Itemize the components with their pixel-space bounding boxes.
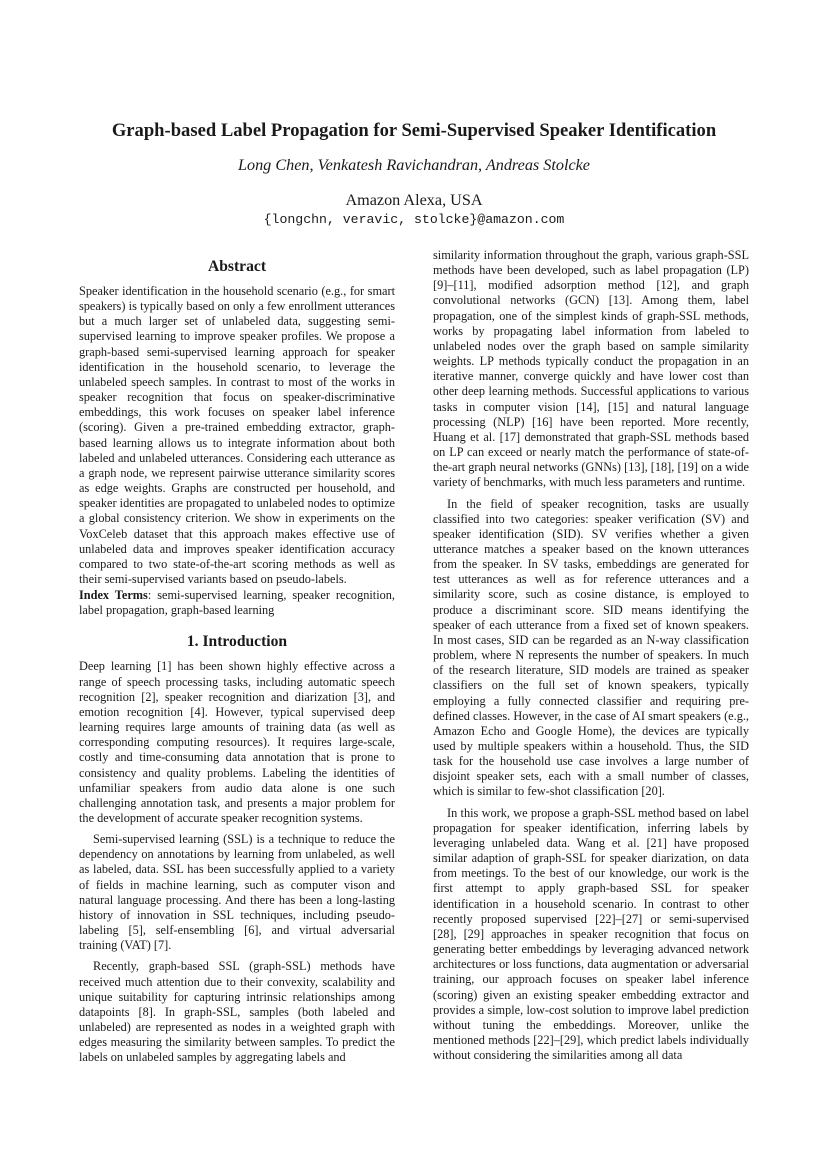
intro-paragraph-4: similarity information throughout the graph, various graph-SSL methods have been developed, such as label propagation (LP) [9]–[11], modified adsorption method [12], and graph convolutional networks (GCN) [13]. Among them, label propagation, one of the simplest kinds of graph-SSL methods, works by propagating label information from labeled to unlabeled nodes over the graph based on sample similarity weights. LP methods typically conduct the propagation in an iterative manner, converge quickly and have lower cost than other deep learning methods. Successful applications to various tasks in computer vision [14], [15] and natural language processing (NLP) [16] have been reported. More recently, Huang et al. [17] demonstrated that graph-SSL methods based on LP can exceed or nearly match the performance of state-of-the-art graph neural networks (GNNs) [13], [18], [19] on a wide variety of benchmarks, with much less parameters and runtime.: [433, 248, 749, 490]
intro-paragraph-3: Recently, graph-based SSL (graph-SSL) methods have received much attention due to their convexity, scalability and unique suitability for capturing intrinsic relationships among datapoints [8]. In graph-SSL, samples (both labeled and unlabeled) are represented as nodes in a weighted graph with edges measuring the similarity between samples. To predict the labels on unlabeled samples by aggregating labels and: [79, 959, 395, 1065]
intro-paragraph-5: In the field of speaker recognition, tasks are usually classified into two categories: speaker verification (SV) and speaker identification (SID). SV verifies whether a given utterance matches a speaker based on the known utterances from the speaker. In SV tasks, embeddings are generated for test utterances as well as for reference utterances and a similarity score, such as cosine distance, is employed to produce a discriminant score. SID means identifying the speaker of each utterance from a fixed set of known speakers. In most cases, SID can be regarded as an N-way classification problem, where N represents the number of speakers. In much of the research literature, SID models are trained as speaker classifiers on the full set of known speakers, typically employing a fully connected classifier and requiring pre-defined classes. However, in the case of AI smart speakers (e.g., Amazon Echo and Google Home), the devices are typically used by multiple speakers within a household. Thus, the SID task for the household use case involves a large number of disjoint speaker sets, each with a small number of classes, which is similar to few-shot classification [20].: [433, 496, 749, 799]
author-emails: {longchn, veravic, stolcke}@amazon.com: [263, 212, 565, 227]
index-terms-label: Index Terms: [79, 588, 148, 603]
right-column: [433, 248, 749, 1063]
abstract-text: Speaker identification in the household scenario (e.g., for smart speakers) is typically based on only a few enrollment utterances but a much larger set of unlabeled data, suggesting semi-supervised learning to improve speaker profiles. We propose a graph-based semi-supervised learning approach for speaker identification in the household scenario, to leverage the unlabeled speech samples. In contrast to most of the works in speaker recognition that focus on speaker-discriminative embeddings, this work focuses on speaker label inference (scoring). Given a pre-trained embedding extractor, graph-based learning allows us to integrate information about both labeled and unlabeled utterances. Considering each utterance as a graph node, we represent pairwise utterance similarity scores as edge weights. Graphs are constructed per household, and speaker identities are propagated to unlabeled nodes to optimize a global consistency criterion. We show in experiments on the VoxCeleb dataset that this approach makes effective use of unlabeled data and improves speaker identification accuracy compared to two state-of-the-art scoring methods as well as their semi-supervised variants based on pseudo-labels.: [79, 284, 395, 586]
intro-paragraph-6: In this work, we propose a graph-SSL method based on label propagation for speaker identification, inferring labels by leveraging unlabeled data. Wang et al. [21] have proposed similar adaption of graph-SSL for speaker diarization, on data from meetings. To the best of our knowledge, our work is the first attempt to apply graph-based SSL for speaker identification in a household scenario. In contrast to other recently proposed supervised [22]–[27] or semi-supervised [28], [29] approaches in speaker recognition that focus on generating better embeddings by leveraging advanced network architectures or loss functions, data augmentation or adversarial training, our approach focuses on speaker label inference (scoring) given an existing speaker embedding extractor and provides a simple, low-cost solution to improve label prediction without tuning the embeddings. Moreover, unlike the mentioned methods [22]–[29], which predict labels individually without considering the similarities among all data: [433, 805, 749, 1063]
affiliation: Amazon Alexa, USA: [345, 191, 483, 209]
index-terms: [79, 588, 395, 618]
author-list: Long Chen, Venkatesh Ravichandran, Andreas Stolcke: [237, 156, 590, 174]
introduction-heading: 1. Introduction: [186, 633, 288, 651]
index-terms-text: : semi-supervised learning, speaker recognition, label propagation, graph-based learning: [79, 588, 395, 618]
left-column: [79, 253, 395, 1066]
intro-paragraph-2: Semi-supervised learning (SSL) is a technique to reduce the dependency on annotations by learning from unlabeled, as well as labeled, data. SSL has been successfully applied to a variety of fields in machine learning, such as computer vison and natural language processing. And there has been a long-lasting history of innovation in SSL techniques, including pseudo-labeling [5], self-ensembling [6], and virtual adversarial training (VAT) [7].: [79, 832, 395, 953]
abstract-heading: Abstract: [207, 258, 267, 275]
paper-title: Graph-based Label Propagation for Semi-Supervised Speaker Identification: [111, 120, 717, 141]
intro-paragraph-1: Deep learning [1] has been shown highly effective across a range of speech processing tasks, including automatic speech recognition [2], speaker recognition and diarization [3], and emotion recognition [4]. However, typical supervised deep learning requires large amounts of training data (as well as corresponding computing resources). It requires large-scale, costly and time-consuming data annotation that is prone to consistency and quality problems. Labeling the identities of unfamiliar speakers from audio data alone is one such challenging annotation task, and presents a major problem for the development of accurate speaker recognition systems.: [79, 659, 395, 825]
